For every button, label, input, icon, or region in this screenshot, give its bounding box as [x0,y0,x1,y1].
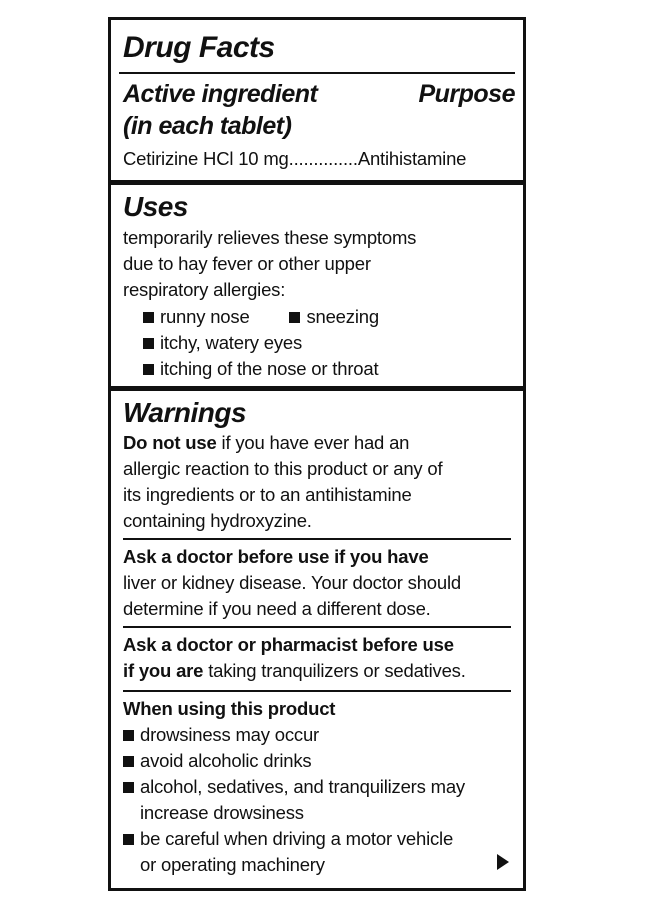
ask-doctor-block: Ask a doctor before use if you have liver or kidney disease. Your doctor should determine if you need a different dose. [123,544,515,622]
bullet-icon [143,312,154,323]
bullet-icon [143,364,154,375]
ingredient-purpose: Antihistamine [357,148,467,169]
ingredient-leader: .............. [288,148,358,169]
do-not-use-divider [123,538,511,540]
uses-title: Uses [123,191,188,222]
bullet-icon [123,782,134,793]
ask-pharmacist-block: Ask a doctor or pharmacist before use if you are taking tranquilizers or sedatives. [123,632,515,684]
symptom-runny-nose: runny nose [160,306,250,327]
symptom-row-2 [143,330,515,356]
symptom-itching-nose: itching of the nose or throat [160,358,379,379]
do-not-use-label: Do not use [123,432,217,453]
bullet-icon [123,834,134,845]
uses-text: temporarily relieves these symptoms due to hay fever or other upper respiratory allergies: [123,227,417,300]
ingredient-row [123,146,515,172]
drug-facts-panel [108,17,526,891]
uses-divider [111,386,523,391]
ask-pharmacist-divider [123,690,511,692]
bullet-icon [123,730,134,741]
symptom-row-3 [143,356,515,382]
symptom-row-1 [143,304,515,330]
ingredient-name: Cetirizine HCl 10 mg [123,148,289,169]
drug-facts-title: Drug Facts [123,31,275,64]
symptom-sneezing: sneezing [306,306,379,327]
do-not-use-block: Do not use if you have ever had an allergic reaction to this product or any of its ingredients or to an antihistamine containing hydroxyzine. [123,432,443,531]
bullet-icon [123,756,134,767]
active-ingredient-heading: Active ingredient (in each tablet) [123,80,318,140]
when-using-block: When using this product drowsiness may occur avoid alcoholic drinks alcohol, sedatives, and tranquilizers may increase drowsiness be careful when driving a motor vehicle or operating machinery [123,696,515,878]
continue-arrow-icon [497,854,509,870]
bullet-icon [289,312,300,323]
warnings-title: Warnings [123,397,247,428]
bullet-icon [143,338,154,349]
when-using-label: When using this product [123,698,336,719]
ask-pharmacist-label: Ask a doctor or pharmacist before use [123,634,454,655]
purpose-heading: Purpose [418,80,515,108]
active-divider [111,180,523,185]
ask-doctor-divider [123,626,511,628]
ask-doctor-label: Ask a doctor before use if you have [123,546,429,567]
symptom-itchy-eyes: itchy, watery eyes [160,332,303,353]
title-divider [119,72,515,74]
